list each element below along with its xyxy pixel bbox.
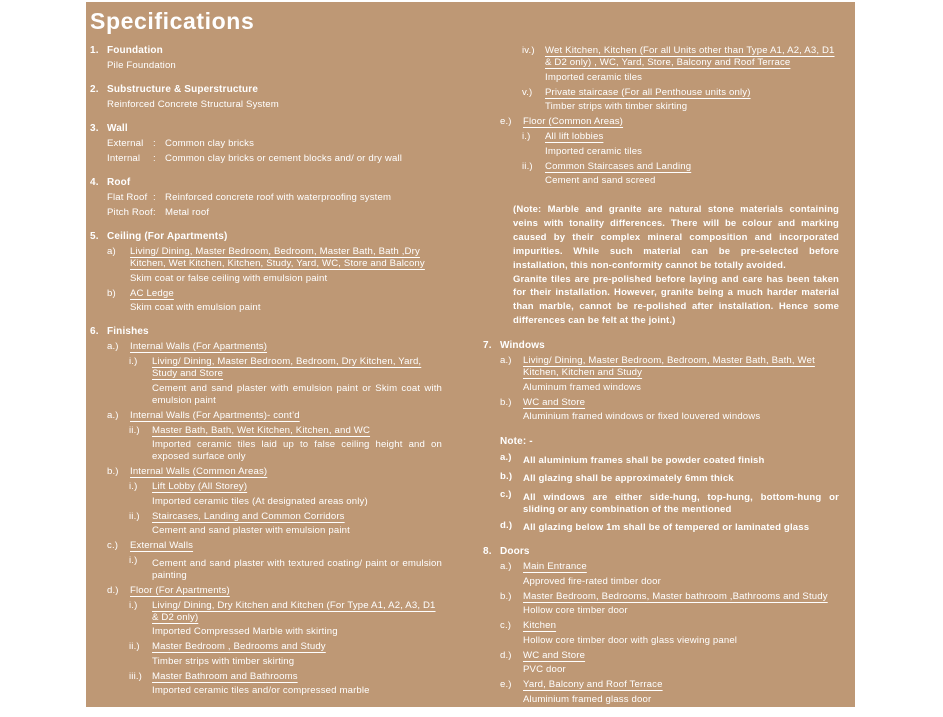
entry-content <box>523 620 839 647</box>
entry-heading <box>545 87 839 99</box>
entry-heading <box>523 561 839 573</box>
entry-marker: i.) <box>129 356 138 367</box>
spec-entry <box>129 481 442 508</box>
spec-key: Flat Roof <box>107 192 148 203</box>
spec-entry <box>500 561 839 588</box>
entry-marker: ii.) <box>129 641 140 652</box>
entry-body: All glazing shall be approximately 6mm thick <box>523 473 734 485</box>
entry-heading-text: WC and Store <box>523 396 586 408</box>
entry-heading-text: Master Bedroom , Bedrooms and Study <box>152 641 326 652</box>
entry-body: Aluminium framed glass door <box>523 693 652 705</box>
section-number: 2. <box>90 84 99 95</box>
page-title: Specifications <box>90 8 255 34</box>
entry-content <box>523 679 839 706</box>
entry-content <box>523 650 839 677</box>
entry-marker: a.) <box>500 355 512 367</box>
entry-body: Cement and sand plaster with emulsion paint or Skim coat with emulsion paint <box>152 382 442 406</box>
spec-key-value <box>107 138 442 150</box>
section-heading <box>90 84 442 96</box>
entry-content <box>523 489 839 516</box>
entry-heading-text: Master Bath, Bath, Wet Kitchen, Kitchen, and WC <box>152 424 371 436</box>
entry-marker: d.) <box>500 649 512 661</box>
spec-entry <box>129 356 442 407</box>
entry-heading <box>523 591 839 603</box>
entry-heading <box>130 341 442 353</box>
section-number: 1. <box>90 45 99 56</box>
entry-body: Cement and sand plaster with textured coating/ paint or emulsion painting <box>152 557 442 581</box>
entry-content <box>545 87 839 114</box>
spec-value: Reinforced concrete roof with waterproofing system <box>165 192 392 203</box>
specifications-panel <box>86 2 855 707</box>
spec-entry <box>500 591 839 618</box>
entry-body: All aluminium frames shall be powder coated finish <box>523 454 765 466</box>
note-line: (Note: Marble and granite are natural stone materials containing veins with tonality differences. There will be colour and marking caused by their complex mineral composition and incorporated impurities. While such material can be pre-selected before installation, this non-conformity cannot be totally avoided. <box>513 204 839 271</box>
entry-heading-text: Yard, Balcony and Roof Terrace <box>523 679 663 691</box>
entry-marker: b.) <box>500 590 512 602</box>
entry-content <box>523 561 839 588</box>
entry-heading <box>523 355 839 379</box>
note-heading: Note: - <box>500 436 533 448</box>
entry-content <box>152 555 442 582</box>
spec-key-colon: : <box>153 192 156 203</box>
entry-content <box>523 471 839 486</box>
entry-body: Aluminium framed windows or fixed louvered windows <box>523 411 761 423</box>
spec-entry <box>107 341 442 353</box>
spec-value: Common clay bricks or cement blocks and/ or dry wall <box>165 153 403 164</box>
entry-content <box>152 671 442 698</box>
entry-marker: a.) <box>107 409 119 421</box>
entry-marker: c.) <box>500 620 512 632</box>
entry-heading-text: Master Bathroom and Bathrooms <box>152 670 298 682</box>
section-title: Ceiling (For Apartments) <box>107 231 228 242</box>
entry-marker: b.) <box>107 466 119 477</box>
entry-content <box>152 481 442 508</box>
entry-heading-text: Lift Lobby (All Storey) <box>152 481 248 492</box>
spec-key: External <box>107 138 144 149</box>
spec-entry <box>129 600 442 639</box>
section-number: 8. <box>483 546 492 558</box>
section-number: 3. <box>90 123 99 134</box>
entry-heading-text: Kitchen <box>523 620 557 632</box>
section-heading <box>90 231 442 243</box>
entry-marker: d.) <box>107 584 119 596</box>
entry-heading <box>523 620 839 632</box>
entry-content <box>130 246 442 285</box>
entry-content <box>523 397 839 424</box>
entry-heading-text: Living/ Dining, Master Bedroom, Bedroom, Master Bath, Bath, Wet Kitchen, Kitchen and Study <box>523 355 815 379</box>
section-title: Foundation <box>107 45 163 56</box>
spec-entry <box>522 161 839 188</box>
entry-body: Imported ceramic tiles <box>545 71 643 83</box>
entry-heading <box>130 246 442 270</box>
section-title: Doors <box>500 546 530 558</box>
entry-heading <box>545 161 839 173</box>
entry-body: Imported ceramic tiles <box>545 145 643 157</box>
entry-heading-text: Living/ Dining, Master Bedroom, Bedroom, Dry Kitchen, Yard, Study and Store <box>152 356 422 379</box>
entry-heading-text: Private staircase (For all Penthouse units only) <box>545 86 751 98</box>
entry-content <box>523 116 839 128</box>
section-heading <box>90 45 442 57</box>
entry-content <box>545 131 839 158</box>
entry-body: Imported Compressed Marble with skirting <box>152 626 338 637</box>
spec-value: Common clay bricks <box>165 138 255 149</box>
entry-heading-text: Floor (For Apartments) <box>130 584 230 596</box>
spec-entry <box>107 585 442 597</box>
entry-marker: e.) <box>500 116 512 127</box>
entry-body: Cement and sand plaster with emulsion paint <box>152 525 350 536</box>
spec-key: Internal <box>107 153 141 164</box>
spec-key-colon: : <box>153 138 156 149</box>
entry-marker: ii.) <box>129 510 140 522</box>
entry-heading-text: Master Bedroom, Bedrooms, Master bathroom ,Bathrooms and Study <box>523 590 828 602</box>
spec-entry <box>107 410 442 422</box>
entry-heading <box>152 511 442 523</box>
spec-entry <box>500 620 839 647</box>
entry-marker: i.) <box>129 599 138 611</box>
spec-key-colon: : <box>153 153 156 164</box>
spec-entry <box>500 355 839 394</box>
spec-entry <box>500 679 839 706</box>
column-2 <box>483 45 839 707</box>
entry-body: All windows are either side-hung, top-hung, bottom-hung or sliding or any combination of the mentioned <box>523 491 839 515</box>
entry-content <box>130 288 442 315</box>
entry-body: Skim coat with emulsion paint <box>130 302 261 313</box>
entry-marker: ii.) <box>129 424 140 436</box>
entry-content <box>523 452 839 467</box>
entry-content <box>523 591 839 618</box>
section-number: 4. <box>90 177 99 188</box>
entry-marker: v.) <box>522 86 533 98</box>
column-1 <box>90 45 442 700</box>
entry-heading <box>523 679 839 691</box>
entry-heading-text: Internal Walls (For Apartments) <box>130 341 268 352</box>
entry-body: Approved fire-rated timber door <box>523 575 661 587</box>
spec-key-colon: : <box>153 207 156 218</box>
entry-content <box>152 641 442 668</box>
entry-marker: iii.) <box>129 670 143 682</box>
entry-body: Hollow core timber door with glass viewing panel <box>523 634 738 646</box>
spec-entry <box>107 288 442 315</box>
section-heading <box>90 123 442 135</box>
entry-marker: iv.) <box>522 45 535 56</box>
entry-heading <box>545 131 839 143</box>
entry-heading <box>130 466 442 478</box>
entry-heading-text: Living/ Dining, Master Bedroom, Bedroom, Master Bath, Bath ,Dry Kitchen, Wet Kitchen, Kitchen, Study, Yard, WC, Store and Balcony <box>130 246 425 269</box>
section-title: Finishes <box>107 326 149 337</box>
spec-entry <box>129 555 442 582</box>
entry-marker: b.) <box>500 396 512 408</box>
note-line: Granite tiles are pre-polished before laying and care has been taken for their installation. However, granite being a much harder material than marble, cannot be re-polished after installation. Hence some differences can be felt at the joint.) <box>513 273 839 327</box>
entry-body: Aluminum framed windows <box>523 381 642 393</box>
entry-heading <box>523 650 839 662</box>
spec-line: Pile Foundation <box>107 60 176 71</box>
entry-heading-text: Internal Walls (Common Areas) <box>130 466 268 477</box>
entry-heading-text: WC and Store <box>523 649 586 661</box>
spec-entry <box>129 641 442 668</box>
entry-content <box>545 161 839 188</box>
entry-content <box>545 45 839 84</box>
entry-body: Imported ceramic tiles laid up to false ceiling height and on exposed surface only <box>152 439 442 462</box>
spec-entry <box>107 246 442 285</box>
entry-marker: a.) <box>500 561 512 573</box>
spec-entry <box>129 425 442 464</box>
spec-entry <box>522 87 839 114</box>
entry-body: Cement and sand screed <box>545 175 656 186</box>
entry-content <box>130 410 442 422</box>
entry-heading <box>523 397 839 409</box>
entry-marker: c.) <box>500 489 512 501</box>
section-number: 6. <box>90 326 99 337</box>
entry-body: Timber strips with timber skirting <box>152 655 295 667</box>
spec-entry <box>107 540 442 552</box>
section-heading <box>90 177 442 189</box>
note-paragraph <box>513 203 839 328</box>
entry-heading-text: Internal Walls (For Apartments)- cont’d <box>130 409 300 421</box>
spec-entry <box>129 671 442 698</box>
entry-body: Skim coat or false ceiling with emulsion paint <box>130 272 328 284</box>
entry-marker: a.) <box>107 341 119 352</box>
entry-body: PVC door <box>523 664 566 676</box>
spec-entry <box>500 452 839 467</box>
entry-body: Imported ceramic tiles (At designated areas only) <box>152 495 368 507</box>
entry-body: All glazing below 1m shall be of tempered or laminated glass <box>523 522 810 534</box>
spec-key-value <box>107 207 442 219</box>
spec-entry <box>500 520 839 535</box>
entry-heading <box>152 671 442 683</box>
spec-entry <box>500 397 839 424</box>
entry-body: Timber strips with timber skirting <box>545 101 688 112</box>
entry-body: Imported ceramic tiles and/or compressed marble <box>152 685 370 696</box>
spec-entry <box>107 466 442 478</box>
section-number: 5. <box>90 231 99 242</box>
entry-heading-text: External Walls <box>130 540 194 551</box>
entry-heading <box>545 45 839 69</box>
spec-value: Metal roof <box>165 207 210 218</box>
section-title: Windows <box>500 340 545 352</box>
entry-content <box>523 355 839 394</box>
section-title: Roof <box>107 177 131 188</box>
entry-marker: c.) <box>107 540 119 551</box>
spec-entry <box>522 45 839 84</box>
spec-line: Reinforced Concrete Structural System <box>107 99 279 110</box>
entry-heading <box>152 356 442 380</box>
entry-heading-text: Common Staircases and Landing <box>545 160 692 172</box>
entry-content <box>152 511 442 538</box>
spec-entry <box>500 489 839 516</box>
entry-content <box>152 600 442 639</box>
entry-heading-text: AC Ledge <box>130 287 174 299</box>
entry-content <box>130 585 442 597</box>
entry-marker: a.) <box>500 452 512 464</box>
entry-heading-text: Main Entrance <box>523 561 587 573</box>
entry-marker: b.) <box>500 470 513 482</box>
entry-heading <box>152 641 442 653</box>
entry-marker: b) <box>107 287 116 299</box>
spec-entry <box>500 116 839 128</box>
section-number: 7. <box>483 340 492 352</box>
entry-content <box>152 425 442 464</box>
entry-marker: d.) <box>500 519 513 531</box>
entry-heading-text: Wet Kitchen, Kitchen (For all Units other than Type A1, A2, A3, D1 & D2 only) , WC, Yard, Store, Balcony and Roof Terrace <box>545 45 835 68</box>
entry-marker: i.) <box>129 555 138 566</box>
entry-content <box>152 356 442 407</box>
entry-heading-text: All lift lobbies <box>545 131 604 142</box>
spec-entry <box>522 131 839 158</box>
entry-content <box>130 540 442 552</box>
entry-content <box>130 466 442 478</box>
spec-key-value <box>107 192 442 204</box>
entry-marker: a) <box>107 246 116 257</box>
section-heading <box>483 546 839 558</box>
entry-marker: e.) <box>500 679 512 691</box>
entry-content <box>523 520 839 535</box>
entry-content <box>130 341 442 353</box>
entry-heading <box>130 410 442 422</box>
entry-marker: i.) <box>522 131 531 142</box>
entry-body: Hollow core timber door <box>523 605 628 617</box>
entry-heading <box>130 540 442 552</box>
columns <box>90 45 841 707</box>
spec-entry <box>500 650 839 677</box>
entry-heading <box>130 288 442 300</box>
entry-heading <box>152 425 442 437</box>
spec-key: Pitch Roof <box>107 207 153 218</box>
spec-entry <box>129 511 442 538</box>
entry-heading <box>152 600 442 624</box>
entry-heading-text: Floor (Common Areas) <box>523 116 624 127</box>
section-title: Wall <box>107 123 128 134</box>
entry-marker: ii.) <box>522 160 533 172</box>
entry-marker: i.) <box>129 481 138 492</box>
entry-heading <box>130 585 442 597</box>
section-heading <box>90 326 442 338</box>
entry-heading-text: Living/ Dining, Dry Kitchen and Kitchen (For Type A1, A2, A3, D1 & D2 only) <box>152 599 436 623</box>
entry-heading-text: Staircases, Landing and Common Corridors <box>152 510 345 522</box>
spec-key-value <box>107 153 442 165</box>
spec-entry <box>500 471 839 486</box>
section-heading <box>483 340 839 352</box>
entry-heading <box>523 116 839 128</box>
entry-heading <box>152 481 442 493</box>
section-title: Substructure & Superstructure <box>107 84 259 95</box>
